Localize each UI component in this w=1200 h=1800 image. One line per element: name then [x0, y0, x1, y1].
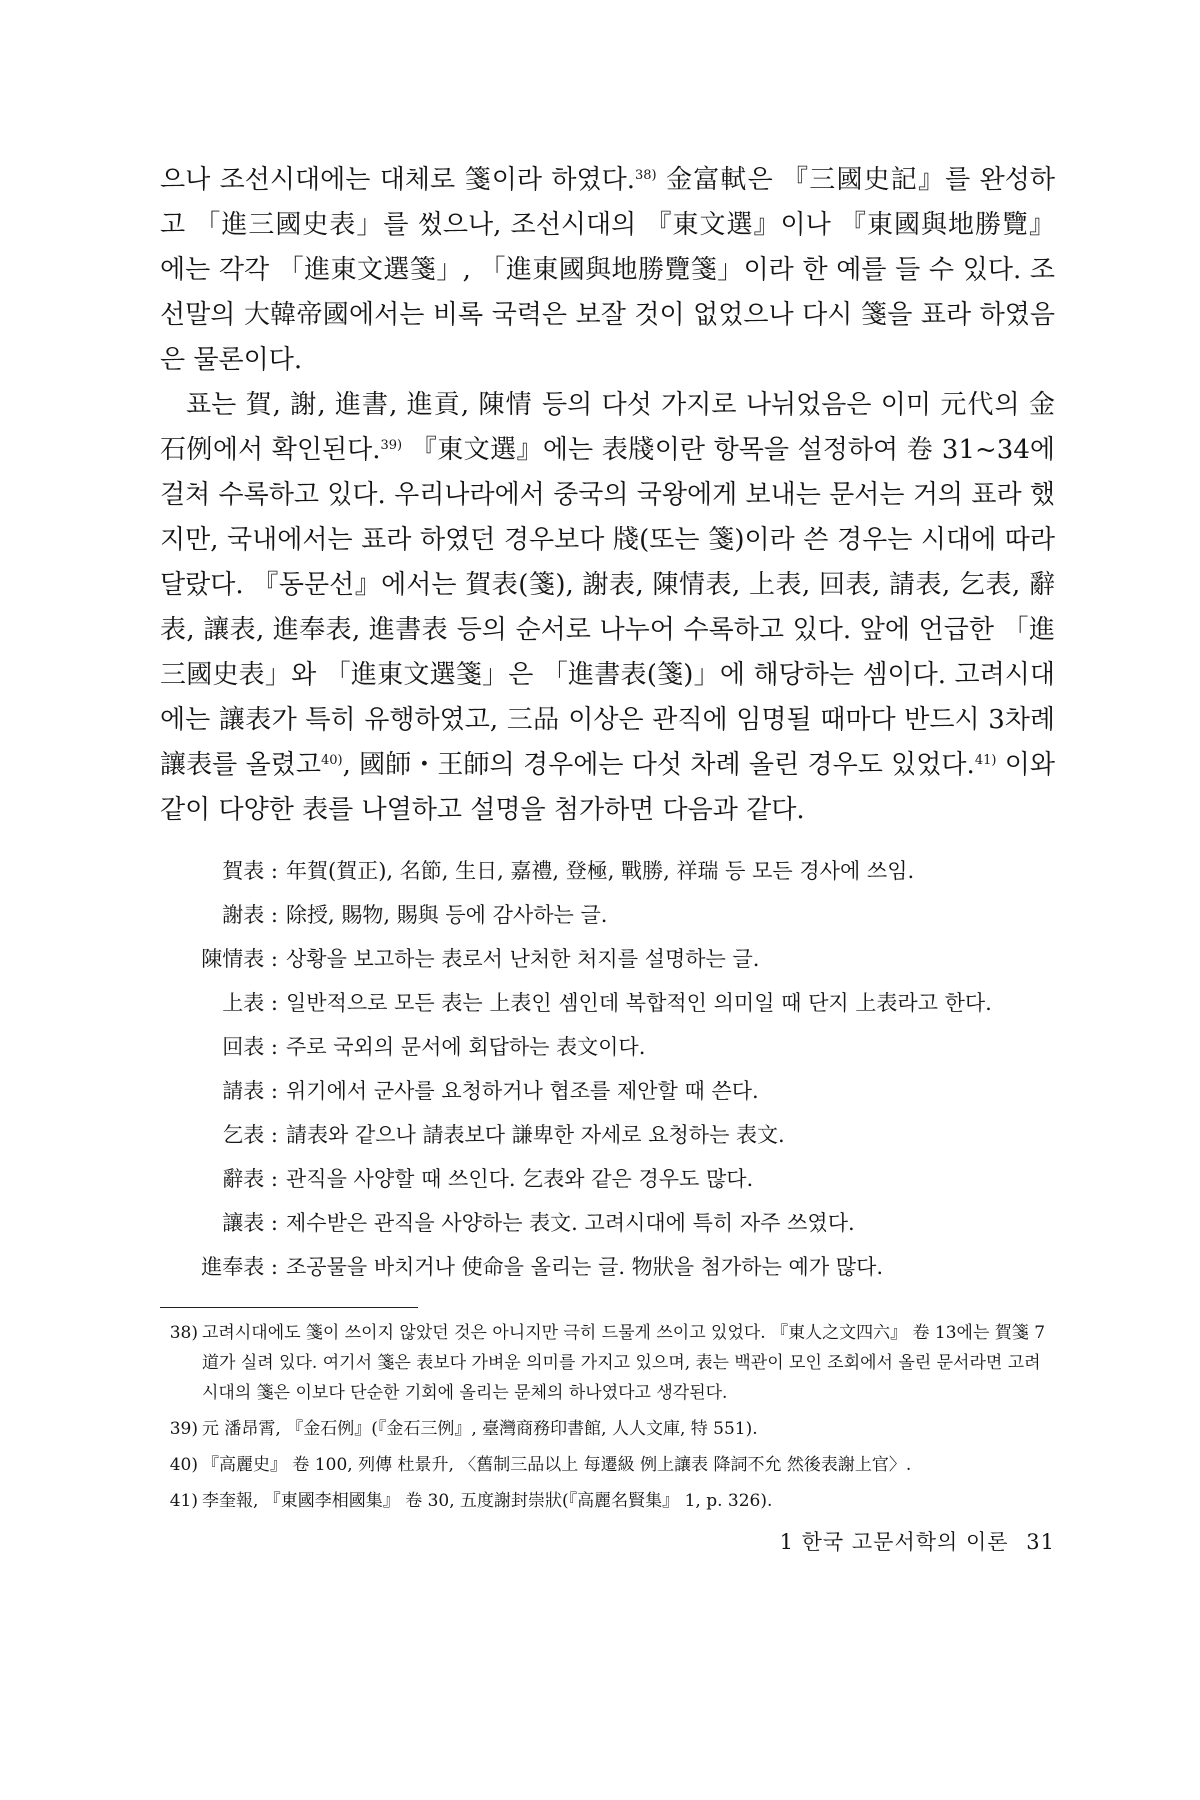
- footnote: [160, 1450, 1055, 1480]
- definition-item: [160, 1028, 1055, 1066]
- definition-term: 讓表 :: [160, 1204, 278, 1242]
- definition-term: 回表 :: [160, 1028, 278, 1066]
- definition-item: [160, 940, 1055, 978]
- footnote-divider: [160, 1307, 418, 1308]
- definition-text: 일반적으로 모든 表는 上表인 셈인데 복합적인 의미일 때 단지 上表라고 한다.: [286, 991, 992, 1015]
- footnote-text: 元 潘昂霄, 『金石例』(『金石三例』, 臺灣商務印書館, 人人文庫, 特 551).: [202, 1419, 758, 1439]
- page-number: 31: [1026, 1530, 1055, 1554]
- definition-text: 제수받은 관직을 사양하는 表文. 고려시대에 특히 자주 쓰였다.: [286, 1211, 855, 1235]
- definition-text: 상황을 보고하는 表로서 난처한 처지를 설명하는 글.: [286, 947, 760, 971]
- paragraph-text: 표는 賀, 謝, 進書, 進貢, 陳情 등의 다섯 가지로 나뉘었음은 이미 元代의 金石例에서 확인된다.: [160, 390, 1055, 465]
- definition-list: [160, 852, 1055, 1292]
- footnote-number: 41 ): [160, 1486, 198, 1516]
- paragraph-text: 金富軾은 『三國史記』를 완성하고 「進三國史表」를 썼으나, 조선시대의 『東文選』이나 『東國與地勝覽』에는 각각 「進東文選箋」, 「進東國與地勝覽箋」이라 한 예를 들 수 있다. 조선말의 大韓帝國에서는 비록 국력은 보잘 것이 없었으나 다시 箋을 표라 하였음은 물론이다.: [160, 165, 1056, 375]
- definition-text: 조공물을 바치거나 使命을 올리는 글. 物狀을 첨가하는 예가 많다.: [286, 1255, 884, 1279]
- footnote-number: 40 ): [160, 1450, 198, 1480]
- footnote-ref-41: 41): [974, 753, 997, 768]
- footnote: [160, 1486, 1055, 1516]
- footnote: [160, 1414, 1055, 1444]
- paragraph-text: 이와 같이 다양한 表를 나열하고 설명을 첨가하면 다음과 같다.: [160, 750, 1056, 825]
- definition-text: 주로 국외의 문서에 회답하는 表文이다.: [286, 1035, 646, 1059]
- definition-term: 請表 :: [160, 1072, 278, 1110]
- definition-item: [160, 1204, 1055, 1242]
- footnotes: [160, 1318, 1055, 1522]
- definition-text: 관직을 사양할 때 쓰인다. 乞表와 같은 경우도 많다.: [286, 1167, 754, 1191]
- definition-text: 年賀(賀正), 名節, 生日, 嘉禮, 登極, 戰勝, 祥瑞 등 모든 경사에 쓰임.: [286, 859, 915, 883]
- footnote-text: 李奎報, 『東國李相國集』 卷 30, 五度謝封崇狀(『高麗名賢集』 1, p. 326).: [202, 1491, 773, 1511]
- definition-term: 辭表 :: [160, 1160, 278, 1198]
- definition-term: 賀表 :: [160, 852, 278, 890]
- definition-text: 請表와 같으나 請表보다 謙卑한 자세로 요청하는 表文.: [286, 1123, 785, 1147]
- paragraph-text: 『東文選』에는 表牋이란 항목을 설정하여 卷 31~34에 걸쳐 수록하고 있다. 우리나라에서 중국의 국왕에게 보내는 문서는 거의 표라 했지만, 국내에서는 표라 하였던 경우보다 牋(또는 箋)이라 쓴 경우는 시대에 따라 달랐다. 『동문선』에서는 賀表(箋), 謝表, 陳情表, 上表, 回表, 請表, 乞表, 辭表, 讓表, 進奉表, 進書表 등의 순서로 나누어 수록하고 있다. 앞에 언급한 「進三國史表」와 「進東文選箋」은 「進書表(箋)」에 해당하는 셈이다. 고려시대에는 讓表가 특히 유행하였고, 三品 이상은 관직에 임명될 때마다 반드시 3차례 讓表를 올렸고: [160, 435, 1055, 780]
- chapter-title: 한국 고문서학의 이론: [801, 1530, 1009, 1554]
- definition-item: [160, 1248, 1055, 1286]
- footnote: [160, 1318, 1055, 1408]
- chapter-number: 1: [779, 1530, 794, 1554]
- footnote-text: 『高麗史』 卷 100, 列傳 杜景升, 〈舊制三品以上 每遷級 例上讓表 降詞不允 然後表謝上官〉.: [202, 1455, 912, 1475]
- footnote-ref-40: 40): [320, 753, 343, 768]
- definition-item: [160, 896, 1055, 934]
- definition-item: [160, 1160, 1055, 1198]
- footnote-number: 39 ): [160, 1414, 198, 1444]
- definition-item: [160, 852, 1055, 890]
- definition-term: 乞表 :: [160, 1116, 278, 1154]
- definition-item: [160, 1072, 1055, 1110]
- definition-text: 위기에서 군사를 요청하거나 협조를 제안할 때 쓴다.: [286, 1079, 759, 1103]
- definition-item: [160, 984, 1055, 1022]
- definition-term: 上表 :: [160, 984, 278, 1022]
- definition-item: [160, 1116, 1055, 1154]
- paragraph-2: [160, 383, 1055, 833]
- footnote-ref-38: 38): [635, 168, 657, 183]
- paragraph-1: [160, 158, 1055, 383]
- body-text: [160, 158, 1055, 833]
- paragraph-text: , 國師・王師의 경우에는 다섯 차례 올린 경우도 있었다.: [342, 750, 975, 780]
- definition-term: 進奉表 :: [160, 1248, 278, 1286]
- definition-term: 謝表 :: [160, 896, 278, 934]
- running-footer: [680, 1526, 1055, 1556]
- footnote-number: 38 ): [160, 1318, 198, 1348]
- definition-term: 陳情表 :: [160, 940, 278, 978]
- definition-text: 除授, 賜物, 賜與 등에 감사하는 글.: [286, 903, 608, 927]
- paragraph-text: 으나 조선시대에는 대체로 箋이라 하였다.: [160, 165, 636, 195]
- footnote-text: 고려시대에도 箋이 쓰이지 않았던 것은 아니지만 극히 드물게 쓰이고 있었다. 『東人之文四六』 卷 13에는 賀箋 7道가 실려 있다. 여기서 箋은 表보다 가벼운 의미를 가지고 있으며, 表는 백관이 모인 조회에서 올린 문서라면 고려시대의 箋은 이보다 단순한 기회에 올리는 문체의 하나였다고 생각된다.: [202, 1323, 1046, 1403]
- footnote-ref-39: 39): [380, 438, 403, 453]
